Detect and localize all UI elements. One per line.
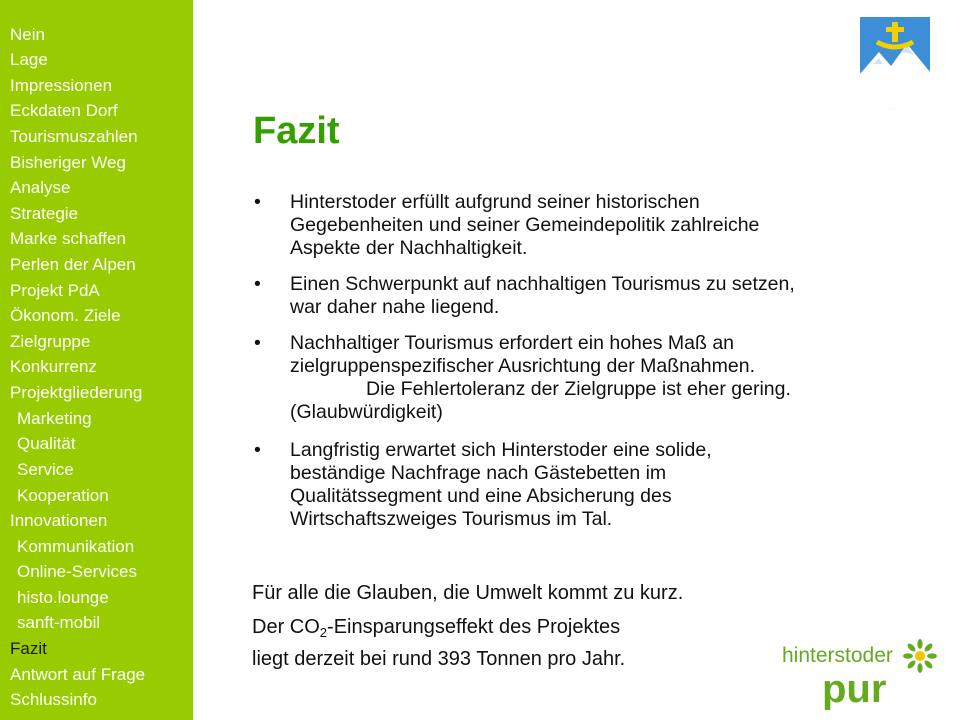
bullet-line: Hinterstoder erfüllt aufgrund seiner historischen — [290, 191, 700, 213]
bullet-marker: • — [254, 332, 261, 354]
closing-line-3: liegt derzeit bei rund 393 Tonnen pro Jahr. — [252, 648, 626, 670]
sidebar-item-marketing[interactable]: Marketing — [17, 409, 92, 428]
sidebar-item-schlussinfo[interactable]: Schlussinfo — [10, 690, 97, 709]
sidebar-item-kooperation[interactable]: Kooperation — [17, 486, 109, 505]
sidebar-item-konkurrenz[interactable]: Konkurrenz — [10, 357, 97, 376]
closing-line-2 — [252, 615, 620, 645]
brand-logo-top: hinterstoder — [782, 644, 893, 667]
bullet-marker: • — [254, 439, 261, 461]
sidebar-item-zielgruppe[interactable]: Zielgruppe — [10, 332, 91, 351]
sidebar-item-strategie[interactable]: Strategie — [10, 204, 79, 223]
sidebar-item-fazit[interactable]: Fazit — [10, 639, 47, 658]
sidebar-item-impressionen[interactable]: Impressionen — [10, 76, 113, 95]
bullet-line: war daher nahe liegend. — [290, 296, 500, 318]
sidebar-item-eckdaten-dorf[interactable]: Eckdaten Dorf — [10, 101, 118, 120]
sidebar-item-analyse[interactable]: Analyse — [10, 178, 71, 197]
bullet-line: Nachhaltiger Tourismus erfordert ein hohes Maß an — [290, 332, 735, 354]
bullet-line: Einen Schwerpunkt auf nachhaltigen Tourismus zu setzen, — [290, 273, 795, 295]
sun-icon — [903, 639, 937, 673]
sidebar-item-qualitaet[interactable]: Qualität — [17, 434, 76, 453]
bullet-line: Qualitätssegment und eine Absicherung des — [290, 485, 672, 507]
bullet-marker: • — [254, 273, 261, 295]
sidebar-item-antwort-auf-frage[interactable]: Antwort auf Frage — [10, 665, 146, 684]
bullet-line: Langfristig erwartet sich Hinterstoder eine solide, — [290, 439, 712, 461]
bullet-line: Wirtschaftszweiges Tourismus im Tal. — [290, 508, 613, 530]
sidebar-item-lage[interactable]: Lage — [10, 50, 48, 69]
sidebar-item-marke-schaffen[interactable]: Marke schaffen — [10, 229, 126, 248]
sidebar-item-oekonom-ziele[interactable]: Ökonom. Ziele — [10, 306, 121, 325]
co2-subscript: 2 — [319, 625, 328, 640]
bullet-line: Gegebenheiten und seiner Gemeindepolitik zahlreiche — [290, 214, 760, 236]
bullet-line: Die Fehlertoleranz der Zielgruppe ist eher gering. — [366, 378, 791, 400]
page-title: Fazit — [253, 110, 340, 152]
coat-of-arms-icon — [855, 12, 935, 114]
sidebar-nav — [0, 0, 193, 720]
sidebar-item-projekt-pda[interactable]: Projekt PdA — [10, 281, 100, 300]
sidebar-item-nein[interactable]: Nein — [10, 25, 45, 44]
closing-line-2-post: -Einsparungseffekt des Projektes — [327, 616, 621, 638]
sidebar-item-innovationen[interactable]: Innovationen — [10, 511, 108, 530]
bullet-marker: • — [254, 191, 261, 213]
sidebar-item-bisheriger-weg[interactable]: Bisheriger Weg — [10, 153, 126, 172]
bullet-line: Aspekte der Nachhaltigkeit. — [290, 237, 528, 259]
sidebar-item-projektgliederung[interactable]: Projektgliederung — [10, 383, 143, 402]
closing-line-1: Für alle die Glauben, die Umwelt kommt zu kurz. — [252, 582, 684, 604]
sidebar-item-perlen-der-alpen[interactable]: Perlen der Alpen — [10, 255, 136, 274]
bullet-line: beständige Nachfrage nach Gästebetten im — [290, 462, 667, 484]
brand-logo-bottom: pur — [822, 667, 887, 710]
bullet-line: zielgruppenspezifischer Ausrichtung der Maßnahmen. — [290, 355, 756, 377]
sidebar-item-sanft-mobil[interactable]: sanft-mobil — [17, 613, 101, 632]
sidebar-item-kommunikation[interactable]: Kommunikation — [17, 537, 135, 556]
closing-line-2-pre: Der CO — [252, 616, 320, 638]
sidebar-item-online-services[interactable]: Online-Services — [17, 562, 137, 581]
sidebar-item-tourismuszahlen[interactable]: Tourismuszahlen — [10, 127, 138, 146]
brand-logo — [780, 638, 940, 710]
sidebar-item-service[interactable]: Service — [17, 460, 74, 479]
bullet-line: (Glaubwürdigkeit) — [290, 401, 443, 423]
sidebar-item-histo-lounge[interactable]: histo.lounge — [17, 588, 109, 607]
